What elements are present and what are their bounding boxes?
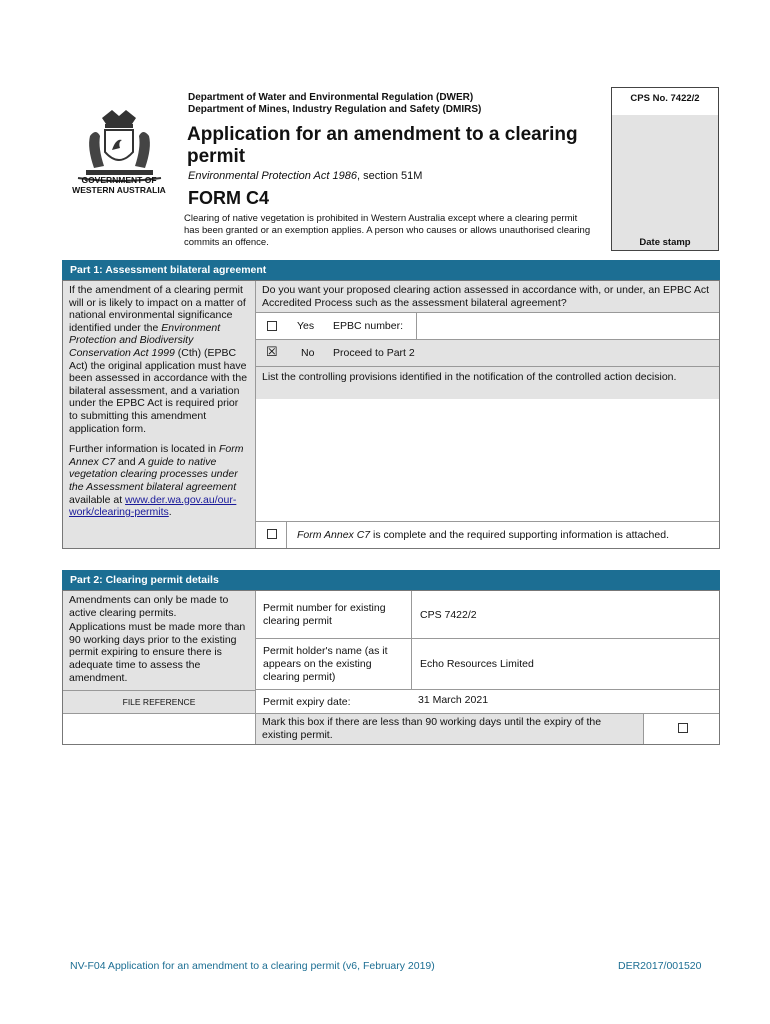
part2-guidance: [63, 591, 255, 690]
no-checkbox-checked[interactable]: ☒: [266, 344, 278, 359]
permit-number-label: Permit number for existing clearing permit: [263, 602, 386, 627]
guidance-text-a: If the amendment of a clearing permit will or is likely to impact on a matter of national environmental significance identified under the: [69, 284, 246, 334]
part1-guidance: [63, 281, 255, 548]
further-info-end: .: [168, 506, 172, 519]
expiry-check-text: Mark this box if there are less than 90 working days until the expiry of the existing permit.: [256, 714, 643, 744]
further-guide: A guide to native vegetation clearing processes under the Assessment bilateral agreement: [69, 455, 238, 493]
file-reference-label: FILE REFERENCE: [63, 691, 255, 713]
part1-heading: Part 1: Assessment bilateral agreement: [62, 260, 720, 280]
divider: [411, 591, 412, 689]
footer-form-title: NV-F04 Application for an amendment to a clearing permit (v6, February 2019): [70, 960, 435, 972]
government-line-1: GOVERNMENT OF: [81, 175, 157, 185]
form-id: FORM C4: [188, 188, 269, 208]
divider: [256, 638, 719, 639]
department-line-2: Department of Mines, Industry Regulation and Safety (DMIRS): [188, 104, 482, 115]
act-section: , section 51M: [356, 170, 423, 182]
file-reference-input[interactable]: [63, 714, 255, 744]
no-label: No: [301, 347, 315, 359]
annex-text: is complete and the required supporting information is attached.: [370, 529, 669, 541]
act-name: Environmental Protection Act 1986: [188, 170, 357, 182]
divider: [286, 522, 287, 548]
expiry-date-value[interactable]: 31 March 2021: [418, 694, 489, 706]
controlling-provisions-prompt: List the controlling provisions identified in the notification of the controlled action decision.: [256, 367, 719, 399]
wa-crest-logo: [72, 108, 167, 183]
part2-heading: Part 2: Clearing permit details: [62, 570, 720, 590]
annex-name: Form Annex C7: [297, 529, 371, 541]
department-block: [188, 92, 481, 116]
date-stamp-label: Date stamp: [639, 237, 691, 248]
government-label: [64, 175, 174, 195]
no-row: [256, 340, 719, 366]
annex-checkbox[interactable]: [267, 529, 277, 539]
guidance-deadline: Applications must be made more than 90 working days prior to the existing permit expiring to ensure there is adequate time to assess the amendment.: [69, 621, 246, 684]
government-line-2: WESTERN AUSTRALIA: [72, 185, 166, 195]
further-info-a: Further information is located in: [69, 443, 219, 456]
annex-statement: [297, 529, 669, 542]
cps-stamp-box: [611, 87, 719, 251]
permit-holder-label: Permit holder's name (as it appears on the existing clearing permit): [263, 645, 388, 683]
epbc-number-label: EPBC number:: [333, 320, 404, 332]
proceed-label: Proceed to Part 2: [333, 347, 415, 359]
expiry-date-label: Permit expiry date:: [263, 696, 351, 708]
epbc-number-input[interactable]: [417, 313, 719, 339]
further-annex: Form Annex C7: [69, 443, 244, 468]
expiry-checkbox[interactable]: [678, 723, 688, 733]
divider: [256, 689, 719, 690]
controlling-provisions-input[interactable]: [256, 399, 719, 521]
yes-row: [256, 313, 719, 339]
clearing-warning: Clearing of native vegetation is prohibited in Western Australia except where a clearing permit has been granted or an exemption applies. A person who causes or allows unauthorised clearing commits an offence.: [184, 213, 591, 248]
guidance-active: Amendments can only be made to active clearing permits.: [69, 594, 229, 619]
cps-number: CPS No. 7422/2: [612, 88, 718, 116]
permit-holder-value[interactable]: Echo Resources Limited: [420, 658, 534, 670]
yes-label: Yes: [297, 320, 315, 332]
footer-reference: DER2017/001520: [618, 960, 702, 972]
act-reference: [188, 170, 422, 182]
yes-checkbox[interactable]: [267, 321, 277, 331]
divider: [643, 714, 644, 744]
annex-row: [256, 522, 719, 548]
date-stamp-area: [612, 115, 718, 250]
clearing-permits-link[interactable]: www.der.wa.gov.au/our-work/clearing-permits: [69, 493, 237, 519]
page-title: Application for an amendment to a clearing permit: [187, 124, 578, 167]
guidance-act: Environment Protection and Biodiversity Conservation Act 1999: [69, 321, 221, 359]
epbc-question: Do you want your proposed clearing action assessed in accordance with, or under, an EPBC Act Accredited Process such as the assessment bilateral agreement?: [256, 281, 719, 312]
guidance-text-b: (Cth) (EPBC Act) the original application must have been assessed in accordance with the bilateral assessment, and a variation under the EPBC Act is required prior to submitting this amendment application form.: [69, 346, 248, 435]
further-info-c: available at: [69, 493, 126, 506]
permit-number-value[interactable]: CPS 7422/2: [420, 609, 477, 621]
department-line-1: Department of Water and Environmental Regulation (DWER): [188, 92, 474, 103]
further-info-b: and: [115, 455, 139, 468]
